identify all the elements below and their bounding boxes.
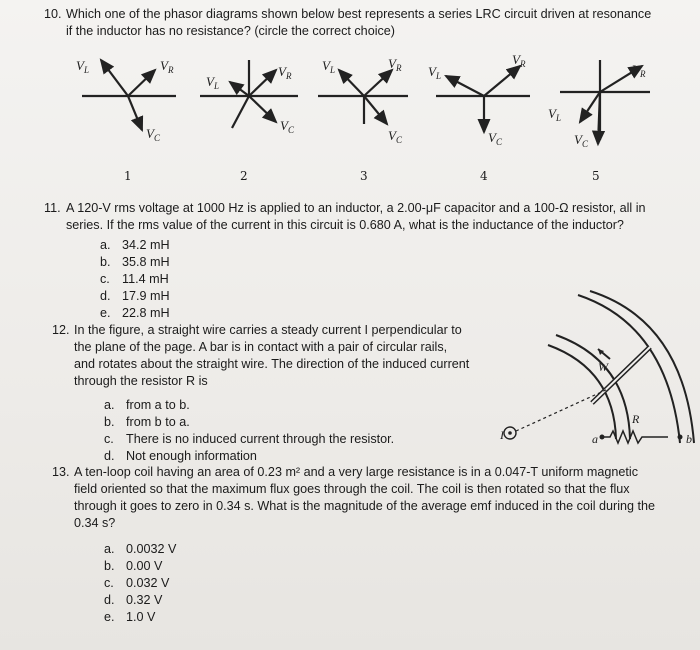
question-text-line: through it goes to zero in 0.34 s. What is the magnitude of the average emf induced in the coil during the [74, 499, 656, 513]
choice-11d[interactable] [100, 288, 170, 304]
diagram-number-4: 4 [480, 169, 488, 183]
choice-letter: b. [104, 415, 115, 429]
rails-figure [498, 285, 698, 455]
choice-13d[interactable] [104, 592, 162, 608]
choice-text: 0.0032 V [126, 542, 177, 556]
svg-text:VR: $V_R$ [278, 64, 292, 81]
choice-text: 1.0 V [126, 610, 156, 624]
choice-text: Not enough information [126, 449, 257, 463]
svg-text:VL: $V_L$ [322, 58, 335, 75]
choice-text: 17.9 mH [122, 289, 170, 303]
choice-letter: e. [104, 610, 115, 624]
bar-label: W [598, 360, 608, 374]
svg-text:VR: $V_R$ [632, 62, 646, 79]
choice-13c[interactable] [104, 575, 169, 591]
svg-text:VC: $V_C$ [280, 118, 294, 135]
choice-text: from b to a. [126, 415, 190, 429]
question-number: 11. [44, 201, 61, 215]
svg-text:VC: $V_C$ [574, 132, 588, 149]
choice-letter: d. [100, 289, 111, 303]
svg-text:VR: $V_R$ [512, 52, 526, 69]
choice-letter: a. [100, 238, 111, 252]
question-number: 13. [52, 465, 70, 479]
choice-letter: c. [100, 272, 110, 286]
choice-text: 22.8 mH [122, 306, 170, 320]
choice-letter: c. [104, 576, 114, 590]
phasor-diagram-3 [318, 70, 408, 124]
svg-text:VC: $V_C$ [488, 130, 502, 147]
question-text-line: through the resistor R is [74, 374, 208, 388]
choice-letter: b. [104, 559, 115, 573]
choice-text: 0.032 V [126, 576, 170, 590]
choice-letter: d. [104, 449, 115, 463]
choice-12b[interactable] [104, 414, 190, 430]
choice-13b[interactable] [104, 558, 162, 574]
choice-13a[interactable] [104, 541, 176, 557]
svg-text:VL: $V_L$ [76, 58, 89, 75]
svg-text:VC: $V_C$ [146, 126, 160, 143]
choice-text: There is no induced current through the resistor. [126, 432, 395, 446]
question-text-line: Which one of the phasor diagrams shown below best represents a series LRC circuit driven at resonance [66, 7, 652, 21]
choice-letter: e. [100, 306, 111, 320]
svg-text:VR: $V_R$ [160, 58, 174, 75]
choice-text: from a to b. [126, 398, 190, 412]
choice-11e[interactable] [100, 305, 170, 321]
choice-text: 11.4 mH [122, 272, 169, 286]
choice-12d[interactable] [104, 448, 257, 464]
resistor-label: R [632, 412, 640, 426]
svg-text:VL: $V_L$ [428, 64, 441, 81]
choice-letter: a. [104, 542, 115, 556]
question-text-line: and rotates about the straight wire. The direction of the induced current [74, 357, 470, 371]
choice-11c[interactable] [100, 271, 169, 287]
question-number: 10. [44, 7, 62, 21]
choice-11a[interactable] [100, 237, 170, 253]
question-text-line: 0.34 s? [74, 516, 116, 530]
question-text-line: In the figure, a straight wire carries a steady current I perpendicular to [74, 323, 462, 337]
svg-text:VL: $V_L$ [206, 74, 219, 91]
question-text-line: field oriented so that the maximum flux goes through the coil. The coil is then rotated so that the flux [74, 482, 630, 496]
question-text-line: if the inductor has no resistance? (circle the correct choice) [66, 24, 395, 38]
choice-text: 34.2 mH [122, 238, 170, 252]
choice-text: 35.8 mH [122, 255, 170, 269]
diagram-number-3: 3 [360, 169, 368, 183]
question-text-line: A 120-V rms voltage at 1000 Hz is applied to an inductor, a 2.00-μF capacitor and a 100-Ω resistor, all in [66, 201, 646, 215]
choice-text: 0.32 V [126, 593, 163, 607]
question-number: 12. [52, 323, 70, 337]
choice-11b[interactable] [100, 254, 170, 270]
terminal-a-label: a [592, 432, 598, 446]
svg-text:VC: $V_C$ [388, 128, 402, 145]
terminal-b-label: b [686, 432, 692, 446]
question-text-line: the plane of the page. A bar is in contact with a pair of circular rails, [74, 340, 448, 354]
current-label: I [500, 428, 504, 442]
choice-12a[interactable] [104, 397, 190, 413]
choice-12c[interactable] [104, 431, 394, 447]
svg-text:VL: $V_L$ [548, 106, 561, 123]
diagram-number-2: 2 [240, 169, 248, 183]
svg-text:VR: $V_R$ [388, 56, 402, 73]
diagram-number-1: 1 [124, 169, 132, 183]
choice-letter: a. [104, 398, 115, 412]
diagram-number-5: 5 [592, 169, 600, 183]
choice-letter: c. [104, 432, 114, 446]
choice-13e[interactable] [104, 609, 155, 625]
choice-text: 0.00 V [126, 559, 163, 573]
choice-letter: b. [100, 255, 111, 269]
choice-letter: d. [104, 593, 115, 607]
question-text-line: A ten-loop coil having an area of 0.23 m² and a very large resistance is in a 0.047-T uniform magnetic [74, 465, 638, 479]
question-text-line: series. If the rms value of the current in this circuit is 0.680 A, what is the inductance of the inductor? [66, 218, 624, 232]
phasor-diagram-4 [436, 66, 530, 132]
